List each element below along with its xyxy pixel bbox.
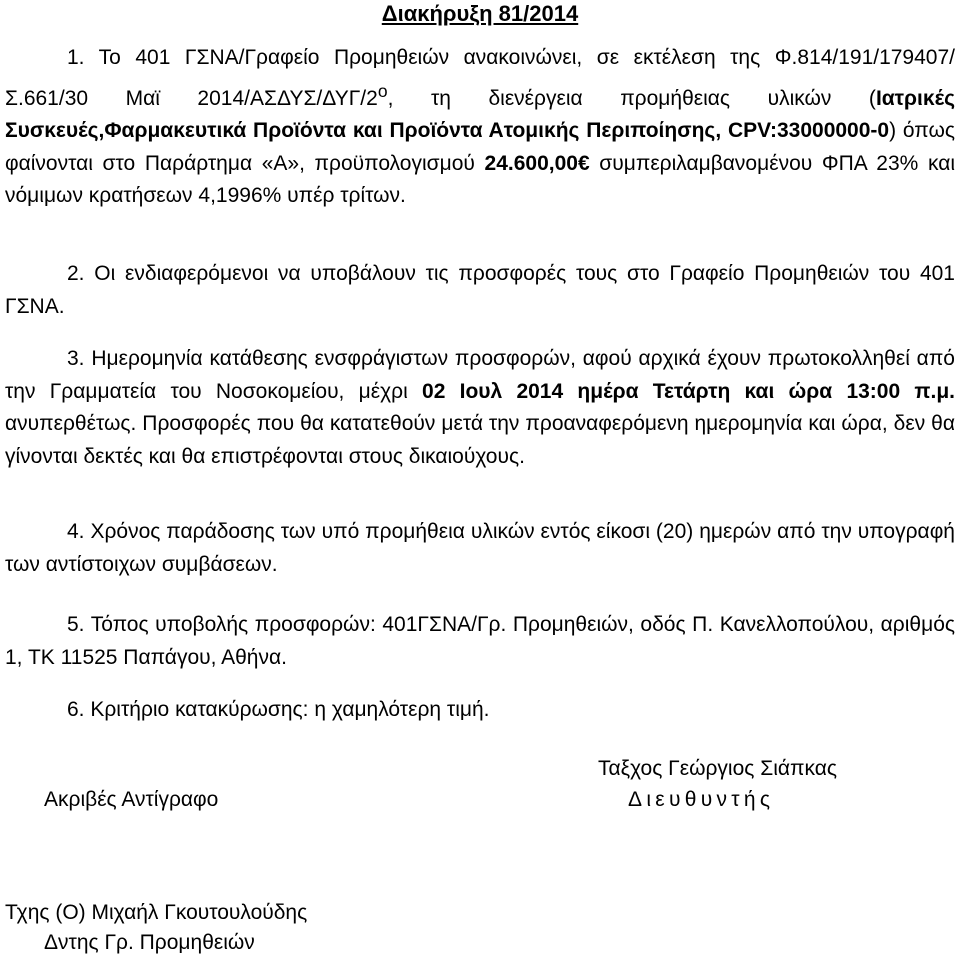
director-name: Ταξχος Γεώργιος Σιάπκας — [598, 757, 838, 780]
p1-text-b: , τη διενέργεια προμήθειας υλικών ( — [387, 86, 876, 110]
title-text: Διακήρυξη 81/2014 — [381, 1, 579, 26]
p1-budget-bold: 24.600,00€ — [484, 151, 590, 175]
paragraph-1 — [5, 42, 955, 213]
p1-items-bold: Ιατρικές Συσκευές,Φαρμακευτικά Προϊόντα και Προϊόντα Ατομικής Περιποίησης, CPV:33000000-0 — [5, 86, 955, 143]
p1-text-a: 1. Το 401 ΓΣΝΑ/Γραφείο Προμηθειών ανακοινώνει, σε εκτέλεση της Φ.814/191/179407/Σ.661/30 Μαϊ 2014/ΑΣΔΥΣ/ΔΥΓ/2 — [5, 46, 955, 110]
deputy-name: Τχης (Ο) Μιχαήλ Γκουτουλούδης — [5, 901, 308, 924]
paragraph-4: 4. Χρόνος παράδοσης των υπό προμήθεια υλικών εντός είκοσι (20) ημερών από την υπογραφή των αντίστοιχων συμβάσεων. — [5, 520, 955, 576]
document-title — [0, 0, 960, 28]
p3-text-b: ανυπερθέτως. Προσφορές που θα κατατεθούν μετά την προαναφερόμενη ημερομηνία και ώρα, δεν θα γίνονται δεκτές και θα επιστρέφονται στους δικαιούχους. — [5, 412, 955, 468]
paragraph-3 — [5, 343, 955, 473]
deputy-role: Δντης Γρ. Προμηθειών — [44, 931, 255, 954]
p3-deadline-bold: 02 Ιουλ 2014 ημέρα Τετάρτη και ώρα 13:00 π.μ. — [422, 379, 955, 403]
paragraph-6: 6. Κριτήριο κατακύρωσης: η χαμηλότερη τιμή. — [67, 698, 490, 721]
paragraph-2: 2. Οι ενδιαφερόμενοι να υποβάλουν τις προσφορές τους στο Γραφείο Προμηθειών του 401 ΓΣΝΑ. — [5, 262, 955, 318]
p1-text-d: συμπεριλαμβανομένου ΦΠΑ 23% και νόμιμων κρατήσεων 4,1996% υπέρ τρίτων. — [5, 151, 956, 208]
director-role: Διευθυντής — [628, 788, 775, 811]
p1-superscript: ο — [377, 80, 388, 101]
p3-text-a: 3. Ημερομηνία κατάθεσης ενσφράγιστων προσφορών, αφού αρχικά έχουν πρωτοκολληθεί από την Γραμματεία του Νοσοκομείου, μέχρι — [5, 347, 955, 403]
p1-text-c: ) όπως φαίνονται στο Παράρτημα «Α», προϋπολογισμού — [5, 119, 955, 175]
paragraph-5: 5. Τόπος υποβολής προσφορών: 401ΓΣΝΑ/Γρ. Προμηθειών, οδός Π. Κανελλοπούλου, αριθμός 1, ΤΚ 11525 Παπάγου, Αθήνα. — [5, 613, 955, 669]
true-copy-label: Ακριβές Αντίγραφο — [44, 788, 219, 811]
